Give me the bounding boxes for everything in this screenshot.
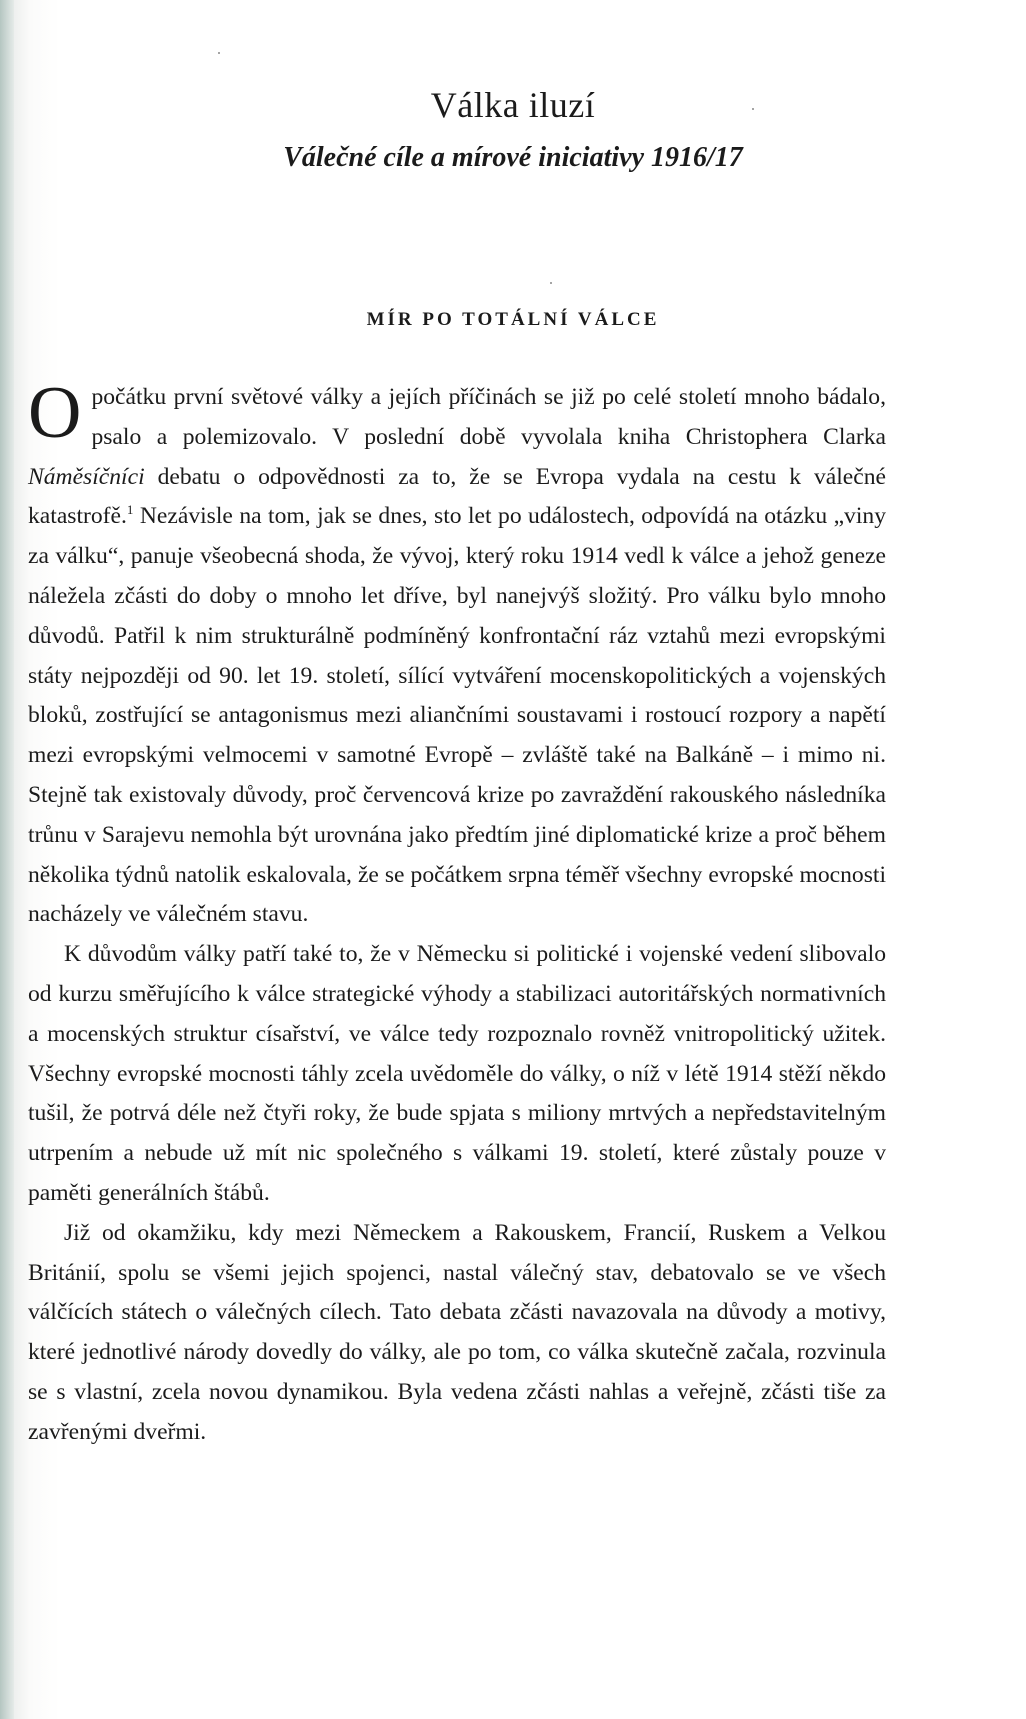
paragraph-1-text-c: Nezávisle na tom, jak se dnes, sto let po událostech, odpovídá na otázku „viny za válku“, panuje všeobecná shoda, že vývoj, který roku 1914 vedl k válce a jehož geneze náležela zčásti do doby o mnoho let dříve, byl nanejvýš složitý. Pro válku bylo mnoho důvodů. Patřil k nim strukturálně podmíněný konfrontační ráz vztahů mezi evropskými státy nejpozději od 90. let 19. století, sílící vytváření mocenskopolitických a vojenských bloků, zostřující se antagonismus mezi aliančními soustavami i rostoucí rozpory a napětí mezi evropskými velmocemi v samotné Evropě – zvláště také na Balkáně – i mimo ni. Stejně tak existovaly důvody, proč červencová krize po zavraždění rakouského následníka trůnu v Sarajevu nemohla být urovnána jako předtím jiné diplomatické krize a proč během několika týdnů natolik eskalovala, že se počátkem srpna téměř všechny evropské mocnosti nacházely ve válečném stavu. [28,503,886,928]
paragraph-2: K důvodům války patří také to, že v Německu si politické i vojenské vedení slibovalo od kurzu směřujícího k válce strategické výhody a stabilizaci autoritářských normativních a mocenských struktur císařství, ve válce tedy rozpoznalo rovněž vnitropolitický užitek. Všechny evropské mocnosti táhly zcela uvědoměle do války, o níž v létě 1914 stěží někdo tušil, že potrvá déle než čtyři roky, že bude spjata s miliony mrtvých a nepředstavitelným utrpením a nebude už mít nic společného s válkami 19. století, které zůstaly pouze v paměti generálních štábů. [28,941,886,1206]
chapter-subtitle: Válečné cíle a mírové iniciativy 1916/17 [283,142,743,173]
scan-speck [218,52,220,54]
paragraph-1-text-b: debatu o odpovědnosti za to, že se Evropa vydala na cestu k válečné katastrofě. [28,463,886,530]
footnote-marker: 1 [126,502,134,518]
scan-speck [550,282,552,284]
chapter-title: Válka iluzí [430,85,596,125]
body-text [28,372,886,1453]
paragraph-1-text-a: počátku první světové války a jejích příčinách se již po celé století mnoho bádalo, psalo a polemizovalo. V poslední době vyvolala kniha Christophera Clarka [91,384,886,450]
book-title: Náměsíčníci [28,463,145,490]
paragraph-1 [28,372,886,935]
page-spine-shadow [0,0,14,1719]
paragraph-3: Již od okamžiku, kdy mezi Německem a Rakouskem, Francií, Ruskem a Velkou Británií, spolu se všemi jejich spojenci, nastal válečný stav, debatovalo se ve všech válčících státech o válečných cílech. Tato debata zčásti navazovala na důvody a motivy, které jednotlivé národy dovedly do války, ale po tom, co válka skutečně začala, rozvinula se s vlastní, zcela novou dynamikou. Byla vedena zčásti nahlas a veřejně, zčásti tiše za zavřenými dveřmi. [28,1219,886,1445]
drop-cap: O [28,372,82,454]
section-heading: MÍR PO TOTÁLNÍ VÁLCE [366,309,660,330]
